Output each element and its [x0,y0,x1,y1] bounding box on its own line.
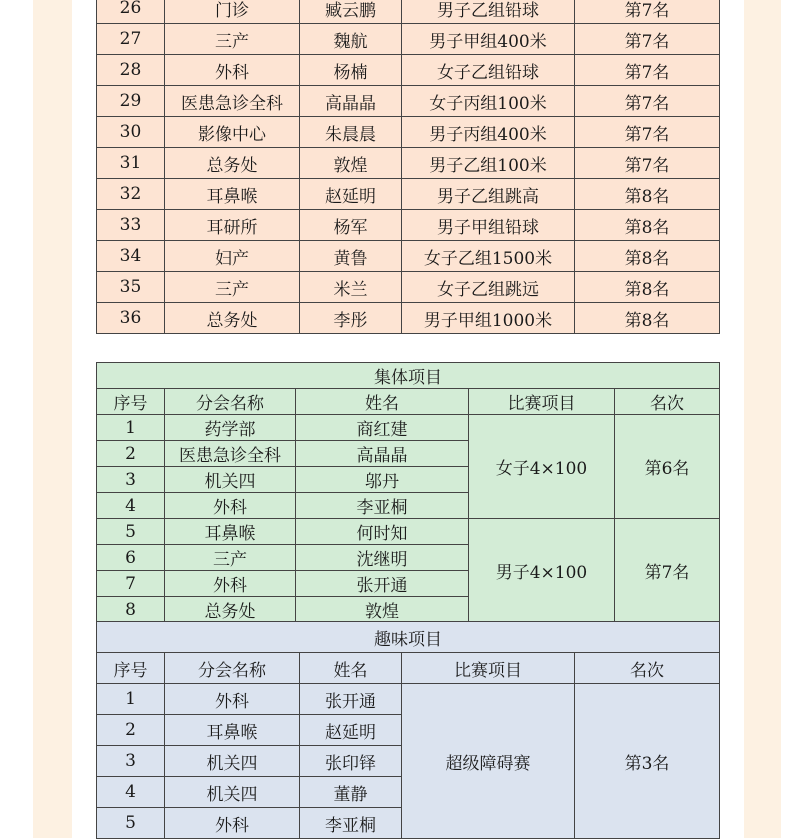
table-row [97,415,720,441]
individual-results-table [96,0,720,334]
name-cell: 敦煌 [300,148,402,179]
event-cell: 女子乙组跳远 [402,272,575,303]
row-number: 35 [97,272,165,303]
group-event-table [96,362,720,623]
unit-cell: 外科 [165,808,300,839]
unit-cell: 外科 [165,493,296,519]
table-row [97,519,720,545]
row-number: 26 [97,0,165,24]
table-row [97,303,720,334]
event-cell: 男子乙组100米 [402,148,575,179]
header-cell: 序号 [97,653,165,684]
row-number: 4 [97,777,165,808]
name-cell: 李亚桐 [296,493,469,519]
event-cell: 女子乙组1500米 [402,241,575,272]
name-cell: 杨军 [300,210,402,241]
unit-cell: 门诊 [165,0,300,24]
event-cell: 男子甲组400米 [402,24,575,55]
row-number: 5 [97,519,165,545]
event-cell: 男子甲组1000米 [402,303,575,334]
unit-cell: 耳鼻喉 [165,519,296,545]
name-cell: 赵延明 [300,715,402,746]
rank-cell: 第7名 [575,86,720,117]
row-number: 36 [97,303,165,334]
header-cell: 名次 [575,653,720,684]
unit-cell: 耳研所 [165,210,300,241]
row-number: 30 [97,117,165,148]
row-number: 32 [97,179,165,210]
row-number: 1 [97,684,165,715]
rank-cell: 第7名 [575,148,720,179]
event-cell: 男子乙组跳高 [402,179,575,210]
event-cell: 女子丙组100米 [402,86,575,117]
row-number: 27 [97,24,165,55]
rank-cell: 第6名 [615,415,720,519]
name-cell: 赵延明 [300,179,402,210]
event-cell: 男子甲组铅球 [402,210,575,241]
group-table-title: 集体项目 [97,363,720,389]
row-number: 29 [97,86,165,117]
unit-cell: 机关四 [165,467,296,493]
name-cell: 米兰 [300,272,402,303]
row-number: 7 [97,571,165,597]
header-cell: 分会名称 [165,653,300,684]
name-cell: 商红建 [296,415,469,441]
table-row [97,117,720,148]
name-cell: 何时知 [296,519,469,545]
row-number: 3 [97,746,165,777]
table-row [97,179,720,210]
group-header-row [97,389,720,415]
header-cell: 名次 [615,389,720,415]
header-cell: 分会名称 [165,389,296,415]
table-row [97,148,720,179]
table-row [97,0,720,24]
table-row [97,684,720,715]
name-cell: 魏航 [300,24,402,55]
row-number: 34 [97,241,165,272]
unit-cell: 外科 [165,55,300,86]
unit-cell: 耳鼻喉 [165,715,300,746]
name-cell: 李彤 [300,303,402,334]
unit-cell: 总务处 [165,597,296,623]
name-cell: 高晶晶 [296,441,469,467]
rank-cell: 第3名 [575,684,720,839]
row-number: 6 [97,545,165,571]
unit-cell: 总务处 [165,148,300,179]
rank-cell: 第8名 [575,303,720,334]
unit-cell: 外科 [165,684,300,715]
fun-event-table [96,621,720,839]
name-cell: 张开通 [296,571,469,597]
rank-cell: 第7名 [615,519,720,623]
event-cell: 男子乙组铅球 [402,0,575,24]
header-cell: 姓名 [296,389,469,415]
header-cell: 比赛项目 [402,653,575,684]
unit-cell: 药学部 [165,415,296,441]
row-number: 1 [97,415,165,441]
row-number: 28 [97,55,165,86]
name-cell: 黄鲁 [300,241,402,272]
event-cell: 女子乙组铅球 [402,55,575,86]
row-number: 2 [97,441,165,467]
unit-cell: 三产 [165,545,296,571]
row-number: 33 [97,210,165,241]
name-cell: 朱晨晨 [300,117,402,148]
row-number: 8 [97,597,165,623]
name-cell: 邬丹 [296,467,469,493]
name-cell: 张开通 [300,684,402,715]
header-cell: 姓名 [300,653,402,684]
rank-cell: 第8名 [575,179,720,210]
unit-cell: 影像中心 [165,117,300,148]
rank-cell: 第7名 [575,55,720,86]
row-number: 4 [97,493,165,519]
rank-cell: 第7名 [575,0,720,24]
fun-header-row [97,653,720,684]
event-cell: 男子丙组400米 [402,117,575,148]
row-number: 31 [97,148,165,179]
unit-cell: 医患急诊全科 [165,86,300,117]
fun-table-title: 趣味项目 [97,622,720,653]
header-cell: 序号 [97,389,165,415]
name-cell: 敦煌 [296,597,469,623]
unit-cell: 三产 [165,272,300,303]
name-cell: 杨楠 [300,55,402,86]
row-number: 3 [97,467,165,493]
event-cell: 超级障碍赛 [402,684,575,839]
row-number: 2 [97,715,165,746]
header-cell: 比赛项目 [469,389,615,415]
unit-cell: 总务处 [165,303,300,334]
unit-cell: 机关四 [165,777,300,808]
name-cell: 李亚桐 [300,808,402,839]
table-row [97,86,720,117]
name-cell: 董静 [300,777,402,808]
unit-cell: 医患急诊全科 [165,441,296,467]
unit-cell: 外科 [165,571,296,597]
row-number: 5 [97,808,165,839]
table-row [97,272,720,303]
table-row [97,241,720,272]
event-cell: 女子4×100 [469,415,615,519]
event-cell: 男子4×100 [469,519,615,623]
unit-cell: 三产 [165,24,300,55]
name-cell: 臧云鹏 [300,0,402,24]
unit-cell: 妇产 [165,241,300,272]
table-row [97,24,720,55]
rank-cell: 第8名 [575,241,720,272]
rank-cell: 第8名 [575,272,720,303]
name-cell: 沈继明 [296,545,469,571]
rank-cell: 第7名 [575,117,720,148]
table-row [97,210,720,241]
name-cell: 高晶晶 [300,86,402,117]
unit-cell: 耳鼻喉 [165,179,300,210]
name-cell: 张印铎 [300,746,402,777]
table-row [97,55,720,86]
unit-cell: 机关四 [165,746,300,777]
rank-cell: 第7名 [575,24,720,55]
rank-cell: 第8名 [575,210,720,241]
